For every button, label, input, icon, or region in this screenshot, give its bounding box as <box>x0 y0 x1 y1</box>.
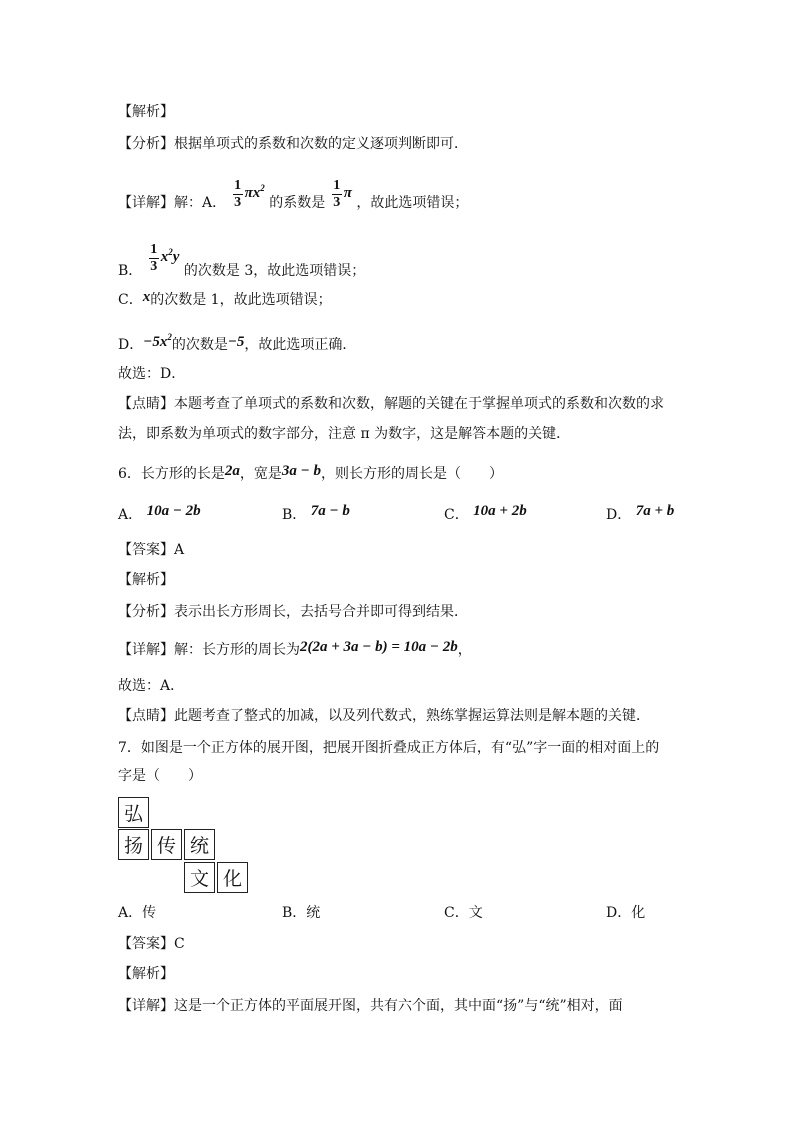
q5-detail-a-tail: ，故此选项错误； <box>356 195 469 211</box>
q7-option-b <box>282 903 320 923</box>
exponent: 2 <box>167 332 172 342</box>
q6-detail-tail: ， <box>457 642 472 658</box>
q5-term-d <box>143 334 172 350</box>
q5-b-prefix: B． <box>118 263 143 279</box>
frac-num: 1 <box>234 177 242 193</box>
option-label: C． <box>444 507 469 523</box>
q6-length: 2a <box>224 463 240 479</box>
q6-stem-1: 6．长方形的长是 <box>118 466 225 482</box>
q5-detail-b <box>118 241 366 281</box>
q6-stem-2: ，宽是 <box>239 466 282 482</box>
q5-fraction-coef <box>332 179 342 210</box>
cube-net-figure <box>118 797 250 893</box>
q7-option-c <box>444 903 483 923</box>
option-value: 7a − b <box>310 503 350 519</box>
frac-den: 3 <box>333 194 341 210</box>
q5-d-value: −5 <box>227 334 245 350</box>
q5-detail-a <box>118 177 469 213</box>
q7-answer: 【答案】C <box>118 936 185 952</box>
q6-option-c <box>444 505 527 525</box>
q5-term-a-body: πx <box>244 185 261 201</box>
q5-fraction-b <box>149 243 159 274</box>
option-value: 统 <box>306 905 321 921</box>
q7-jiexi-heading: 【解析】 <box>118 966 174 982</box>
option-label: D． <box>606 905 632 921</box>
q6-analysis: 【分析】表示出长方形周长，去括号合并即可得到结果． <box>118 604 468 620</box>
q5-term-a <box>245 185 265 201</box>
q6-width: 3a − b <box>281 463 322 479</box>
option-value: 10a + 2b <box>473 503 527 519</box>
q5-review-line1: 【点睛】本题考查了单项式的系数和次数，解题的关键在于掌握单项式的系数和次数的求 <box>118 396 664 412</box>
q5-term-b <box>161 249 180 265</box>
exponent: 2 <box>260 183 265 193</box>
q6-answer: 【答案】A <box>118 542 185 558</box>
q7-detail: 【详解】这是一个正方体的平面展开图，共有六个面，其中面“扬”与“统”相对，面 <box>118 998 623 1014</box>
q5-detail-a-mid: 的系数是 <box>269 195 326 211</box>
q5-d-mid: 的次数是 <box>171 337 228 353</box>
q6-detail-prefix: 【详解】解：长方形的周长为 <box>118 642 300 658</box>
q5-detail-prefix: 【详解】解：A． <box>118 195 227 211</box>
option-label: C． <box>444 905 469 921</box>
net-face-6: 化 <box>217 862 248 893</box>
q6-detail-math: 2(2a + 3a − b) = 10a − 2b <box>300 639 458 655</box>
q6-option-b <box>282 505 350 525</box>
q6-jiexi-heading: 【解析】 <box>118 572 174 588</box>
q5-review-line2: 法，即系数为单项式的数字部分，注意 π 为数字，这是解答本题的关键． <box>118 426 571 442</box>
net-face-5: 文 <box>184 862 215 893</box>
q5-analysis: 【分析】根据单项式的系数和次数的定义逐项判断即可． <box>118 136 468 152</box>
q5-d-text: ，故此选项正确． <box>244 337 357 353</box>
q6-review: 【点睛】此题考查了整式的加减，以及列代数式，熟练掌握运算法则是解本题的关键． <box>118 708 650 724</box>
q7-stem-line1: 7．如图是一个正方体的展开图，把展开图折叠成正方体后，有“弘”字一面的相对面上的 <box>118 740 660 756</box>
q5-coef-pi: π <box>343 185 352 201</box>
frac-den: 3 <box>150 258 158 274</box>
q6-detail <box>118 640 472 660</box>
q5-detail-d <box>118 330 356 355</box>
q5-term-c: x <box>142 289 151 305</box>
frac-num: 1 <box>333 177 341 193</box>
frac-num: 1 <box>150 241 158 257</box>
option-value: 化 <box>631 905 646 921</box>
net-face-4: 统 <box>184 829 215 860</box>
option-label: B． <box>282 905 307 921</box>
option-value: 传 <box>142 905 157 921</box>
net-face-2: 扬 <box>118 829 149 860</box>
q5-jiexi-heading: 【解析】 <box>118 104 174 120</box>
q6-stem-3: ，则长方形的周长是（ ） <box>321 466 504 482</box>
q5-term-d-body: −5x <box>143 334 168 350</box>
q5-detail-c <box>118 290 332 310</box>
q5-d-prefix: D． <box>118 337 144 353</box>
option-label: D． <box>606 507 632 523</box>
option-value: 7a + b <box>635 503 675 519</box>
net-face-1: 弘 <box>118 797 149 828</box>
option-value: 10a − 2b <box>146 503 201 519</box>
q7-option-d <box>606 903 645 923</box>
option-label: B． <box>282 507 307 523</box>
frac-den: 3 <box>234 194 242 210</box>
exponent: 2 <box>168 247 173 257</box>
q7-stem-line2: 字是（ ） <box>118 768 202 784</box>
option-label: A． <box>118 507 143 523</box>
net-face-3: 传 <box>151 829 182 860</box>
q6-option-a <box>118 505 201 525</box>
q5-c-prefix: C． <box>118 292 143 308</box>
q6-choice: 故选：A． <box>118 678 185 694</box>
q6-option-d <box>606 505 674 525</box>
q7-option-a <box>118 903 156 923</box>
q5-choice: 故选：D． <box>118 366 186 382</box>
option-label: A． <box>118 905 143 921</box>
q5-fraction-a <box>233 179 243 210</box>
q5-b-text: 的次数是 3，故此选项错误； <box>183 263 366 279</box>
q6-stem <box>118 464 503 484</box>
option-value: 文 <box>468 905 483 921</box>
q5-term-b-x: x <box>160 249 169 265</box>
q5-term-b-y: y <box>172 249 180 265</box>
q5-c-text: 的次数是 1，故此选项错误； <box>150 292 332 308</box>
